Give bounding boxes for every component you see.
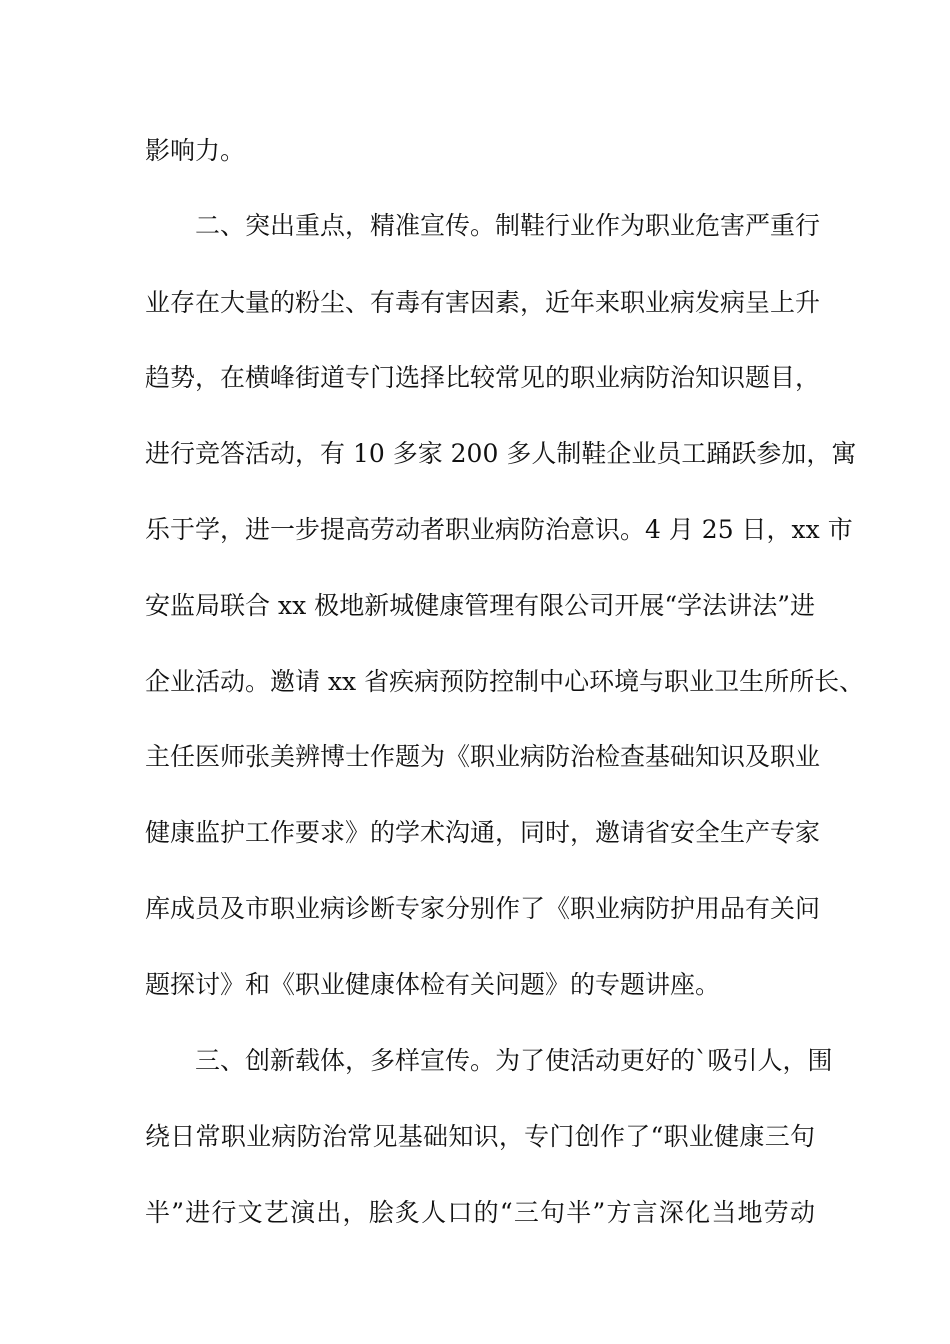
- text-line-4: 趋势，在横峰街道专门选择比较常见的职业病防治知识题目，: [145, 363, 821, 392]
- text-line-1: 影响力。: [145, 136, 246, 165]
- text-line-3: 业存在大量的粉尘、有毒有害因素，近年来职业病发病呈上升: [145, 288, 821, 317]
- text-line-7: 安监局联合 xx 极地新城健康管理有限公司开展“学法讲法”进: [145, 591, 815, 620]
- text-line-9: 主任医师张美辨博士作题为《职业病防治检查基础知识及职业: [145, 742, 821, 771]
- text-line-10: 健康监护工作要求》的学术沟通，同时，邀请省安全生产专家: [145, 818, 821, 847]
- text-line-12: 题探讨》和《职业健康体检有关问题》的专题讲座。: [145, 970, 721, 999]
- text-line-5: 进行竞答活动，有 10 多家 200 多人制鞋企业员工踊跃参加，寓: [145, 439, 857, 468]
- text-line-8: 企业活动。邀请 xx 省疾病预防控制中心环境与职业卫生所所长、: [145, 667, 865, 696]
- text-line-6: 乐于学，进一步提高劳动者职业病防治意识。4 月 25 日，xx 市: [145, 515, 853, 544]
- text-line-11: 库成员及市职业病诊断专家分别作了《职业病防护用品有关问: [145, 894, 821, 923]
- text-line-15: 半”进行文艺演出，脍炙人口的“三句半”方言深化当地劳动: [145, 1198, 815, 1227]
- paragraph-3-heading-line: 三、创新载体，多样宣传。为了使活动更好的`吸引人，围: [195, 1046, 833, 1075]
- paragraph-2-heading-line: 二、突出重点，精准宣传。制鞋行业作为职业危害严重行: [195, 211, 821, 240]
- text-line-14: 绕日常职业病防治常见基础知识，专门创作了“职业健康三句: [145, 1122, 815, 1151]
